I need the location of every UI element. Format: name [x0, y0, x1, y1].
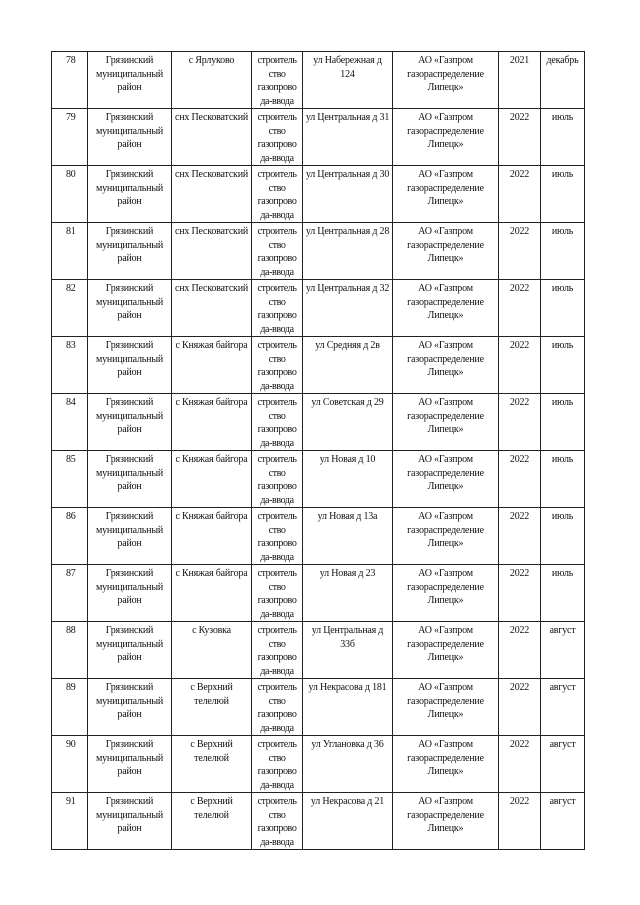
district-cell: Грязинский муниципальный район	[88, 223, 172, 280]
district-cell: Грязинский муниципальный район	[88, 337, 172, 394]
address-cell: ул Советская д 29	[303, 394, 393, 451]
month-cell: июль	[541, 223, 585, 280]
work-type-cell: строитель ство газопрово да-ввода	[252, 394, 303, 451]
work-type-cell: строитель ство газопрово да-ввода	[252, 109, 303, 166]
table-row	[52, 736, 585, 793]
district-cell: Грязинский муниципальный район	[88, 166, 172, 223]
row-number: 86	[52, 508, 88, 565]
row-number: 84	[52, 394, 88, 451]
district-cell: Грязинский муниципальный район	[88, 280, 172, 337]
work-type-cell: строитель ство газопрово да-ввода	[252, 337, 303, 394]
table-row	[52, 166, 585, 223]
month-cell: август	[541, 622, 585, 679]
year-cell: 2022	[499, 109, 541, 166]
district-cell: Грязинский муниципальный район	[88, 109, 172, 166]
month-cell: июль	[541, 394, 585, 451]
year-cell: 2022	[499, 736, 541, 793]
row-number: 79	[52, 109, 88, 166]
organization-cell: АО «Газпром газораспределение Липецк»	[393, 793, 499, 850]
month-cell: июль	[541, 166, 585, 223]
settlement-cell: с Верхний телелюй	[172, 736, 252, 793]
district-cell: Грязинский муниципальный район	[88, 793, 172, 850]
address-cell: ул Некрасова д 21	[303, 793, 393, 850]
gasification-table	[51, 51, 585, 850]
address-cell: ул Набережная д 124	[303, 52, 393, 109]
year-cell: 2022	[499, 337, 541, 394]
organization-cell: АО «Газпром газораспределение Липецк»	[393, 679, 499, 736]
table-row	[52, 508, 585, 565]
address-cell: ул Центральная д 28	[303, 223, 393, 280]
month-cell: июль	[541, 451, 585, 508]
organization-cell: АО «Газпром газораспределение Липецк»	[393, 451, 499, 508]
month-cell: июль	[541, 508, 585, 565]
work-type-cell: строитель ство газопрово да-ввода	[252, 622, 303, 679]
settlement-cell: с Верхний телелюй	[172, 793, 252, 850]
address-cell: ул Некрасова д 181	[303, 679, 393, 736]
work-type-cell: строитель ство газопрово да-ввода	[252, 166, 303, 223]
address-cell: ул Новая д 10	[303, 451, 393, 508]
organization-cell: АО «Газпром газораспределение Липецк»	[393, 736, 499, 793]
row-number: 89	[52, 679, 88, 736]
district-cell: Грязинский муниципальный район	[88, 52, 172, 109]
month-cell: июль	[541, 337, 585, 394]
work-type-cell: строитель ство газопрово да-ввода	[252, 52, 303, 109]
year-cell: 2022	[499, 622, 541, 679]
settlement-cell: с Княжая байгора	[172, 508, 252, 565]
address-cell: ул Центральная д 33б	[303, 622, 393, 679]
year-cell: 2022	[499, 793, 541, 850]
organization-cell: АО «Газпром газораспределение Липецк»	[393, 622, 499, 679]
organization-cell: АО «Газпром газораспределение Липецк»	[393, 280, 499, 337]
work-type-cell: строитель ство газопрово да-ввода	[252, 508, 303, 565]
year-cell: 2022	[499, 451, 541, 508]
row-number: 80	[52, 166, 88, 223]
month-cell: август	[541, 793, 585, 850]
year-cell: 2022	[499, 394, 541, 451]
row-number: 91	[52, 793, 88, 850]
work-type-cell: строитель ство газопрово да-ввода	[252, 793, 303, 850]
work-type-cell: строитель ство газопрово да-ввода	[252, 736, 303, 793]
year-cell: 2022	[499, 166, 541, 223]
row-number: 81	[52, 223, 88, 280]
settlement-cell: с Княжая байгора	[172, 394, 252, 451]
settlement-cell: с Верхний телелюй	[172, 679, 252, 736]
month-cell: июль	[541, 280, 585, 337]
settlement-cell: снх Песковатский	[172, 280, 252, 337]
settlement-cell: с Княжая байгора	[172, 451, 252, 508]
organization-cell: АО «Газпром газораспределение Липецк»	[393, 565, 499, 622]
settlement-cell: с Кузовка	[172, 622, 252, 679]
table-row	[52, 223, 585, 280]
table-row	[52, 622, 585, 679]
district-cell: Грязинский муниципальный район	[88, 451, 172, 508]
organization-cell: АО «Газпром газораспределение Липецк»	[393, 508, 499, 565]
table-row	[52, 451, 585, 508]
table-row	[52, 109, 585, 166]
district-cell: Грязинский муниципальный район	[88, 736, 172, 793]
row-number: 82	[52, 280, 88, 337]
table-row	[52, 793, 585, 850]
table-row	[52, 565, 585, 622]
work-type-cell: строитель ство газопрово да-ввода	[252, 223, 303, 280]
district-cell: Грязинский муниципальный район	[88, 679, 172, 736]
work-type-cell: строитель ство газопрово да-ввода	[252, 565, 303, 622]
table-row	[52, 394, 585, 451]
month-cell: август	[541, 679, 585, 736]
address-cell: ул Новая д 23	[303, 565, 393, 622]
row-number: 90	[52, 736, 88, 793]
month-cell: июль	[541, 109, 585, 166]
work-type-cell: строитель ство газопрово да-ввода	[252, 451, 303, 508]
organization-cell: АО «Газпром газораспределение Липецк»	[393, 52, 499, 109]
row-number: 83	[52, 337, 88, 394]
row-number: 85	[52, 451, 88, 508]
year-cell: 2022	[499, 679, 541, 736]
table-row	[52, 52, 585, 109]
settlement-cell: снх Песковатский	[172, 166, 252, 223]
address-cell: ул Центральная д 32	[303, 280, 393, 337]
work-type-cell: строитель ство газопрово да-ввода	[252, 679, 303, 736]
month-cell: июль	[541, 565, 585, 622]
month-cell: декабрь	[541, 52, 585, 109]
address-cell: ул Центральная д 31	[303, 109, 393, 166]
year-cell: 2022	[499, 223, 541, 280]
settlement-cell: с Княжая байгора	[172, 337, 252, 394]
district-cell: Грязинский муниципальный район	[88, 565, 172, 622]
settlement-cell: снх Песковатский	[172, 223, 252, 280]
table-row	[52, 280, 585, 337]
settlement-cell: с Ярлуково	[172, 52, 252, 109]
organization-cell: АО «Газпром газораспределение Липецк»	[393, 223, 499, 280]
row-number: 78	[52, 52, 88, 109]
row-number: 88	[52, 622, 88, 679]
year-cell: 2022	[499, 280, 541, 337]
organization-cell: АО «Газпром газораспределение Липецк»	[393, 109, 499, 166]
year-cell: 2022	[499, 565, 541, 622]
table-body	[52, 52, 585, 850]
district-cell: Грязинский муниципальный район	[88, 622, 172, 679]
district-cell: Грязинский муниципальный район	[88, 508, 172, 565]
district-cell: Грязинский муниципальный район	[88, 394, 172, 451]
row-number: 87	[52, 565, 88, 622]
work-type-cell: строитель ство газопрово да-ввода	[252, 280, 303, 337]
address-cell: ул Углановка д 36	[303, 736, 393, 793]
settlement-cell: снх Песковатский	[172, 109, 252, 166]
settlement-cell: с Княжая байгора	[172, 565, 252, 622]
month-cell: август	[541, 736, 585, 793]
organization-cell: АО «Газпром газораспределение Липецк»	[393, 166, 499, 223]
year-cell: 2022	[499, 508, 541, 565]
table-row	[52, 337, 585, 394]
organization-cell: АО «Газпром газораспределение Липецк»	[393, 337, 499, 394]
address-cell: ул Средняя д 2в	[303, 337, 393, 394]
address-cell: ул Центральная д 30	[303, 166, 393, 223]
address-cell: ул Новая д 13а	[303, 508, 393, 565]
table-row	[52, 679, 585, 736]
organization-cell: АО «Газпром газораспределение Липецк»	[393, 394, 499, 451]
year-cell: 2021	[499, 52, 541, 109]
